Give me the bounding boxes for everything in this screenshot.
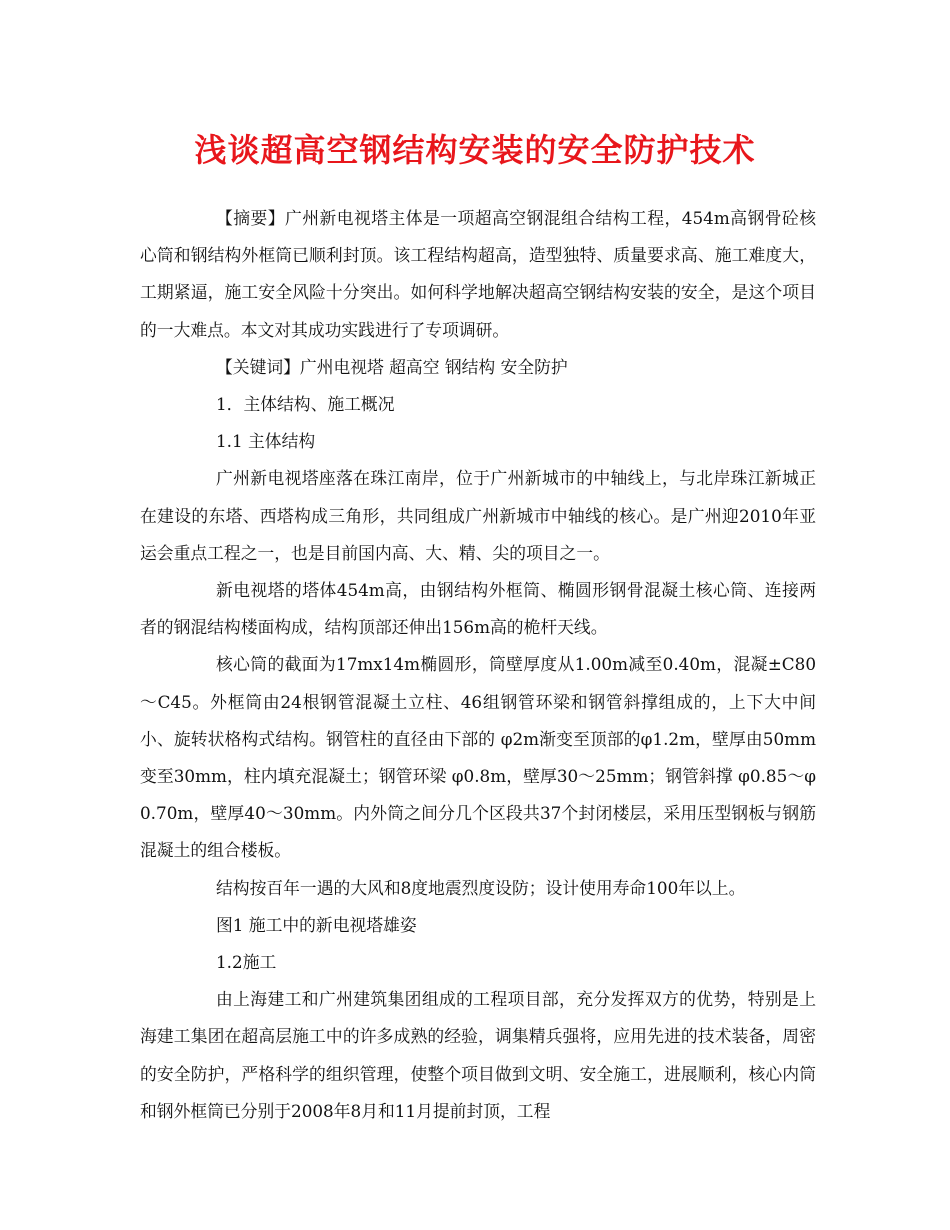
page-title: 浅谈超高空钢结构安装的安全防护技术 [194,131,756,169]
figure-caption: 图1 施工中的新电视塔雄姿 [216,914,417,935]
section-heading-1: 1．主体结构、施工概况 [216,394,395,415]
article-body [140,200,816,1130]
body-paragraph: 新电视塔的塔体454m高，由钢结构外框筒、椭圆形钢骨混凝土核心筒、连接两者的钢混结构楼面构成，结构顶部还伸出156m高的桅杆天线。 [140,580,816,638]
subsection-heading-1-1: 1.1 主体结构 [216,431,316,452]
body-paragraph: 由上海建工和广州建筑集团组成的工程项目部，充分发挥双方的优势，特别是上海建工集团在超高层施工中的许多成熟的经验，调集精兵强将，应用先进的技术装备，周密的安全防护，严格科学的组织管理，使整个项目做到文明、安全施工，进展顺利，核心内筒和钢外框筒已分别于2008年8月和11月提前封顶，工程 [140,989,816,1121]
keywords-paragraph: 【关键词】广州电视塔 超高空 钢结构 安全防护 [216,356,568,377]
body-paragraph: 核心筒的截面为17mx14m椭圆形，筒壁厚度从1.00m减至0.40m，混凝±C80～C45。外框筒由24根钢管混凝土立柱、46组钢管环梁和钢管斜撑组成的，上下大中间小、旋转状格构式结构。钢管柱的直径由下部的 φ2m渐变至顶部的φ1.2m，壁厚由50mm变至30mm，柱内填充混凝土；钢管环梁 φ0.8m，壁厚30～25mm；钢管斜撑 φ0.85～φ0.70m，壁厚40～30mm。内外筒之间分几个区段共37个封闭楼层，采用压型钢板与钢筋混凝土的组合楼板。 [140,654,816,861]
subsection-heading-1-2: 1.2施工 [216,952,277,973]
body-paragraph: 结构按百年一遇的大风和8度地震烈度设防；设计使用寿命100年以上。 [216,877,746,898]
body-paragraph: 广州新电视塔座落在珠江南岸，位于广州新城市的中轴线上，与北岸珠江新城正在建设的东塔、西塔构成三角形，共同组成广州新城市中轴线的核心。是广州迎2010年亚运会重点工程之一，也是目前国内高、大、精、尖的项目之一。 [140,468,816,563]
abstract-paragraph: 【摘要】广州新电视塔主体是一项超高空钢混组合结构工程，454m高钢骨砼核心筒和钢结构外框筒已顺利封顶。该工程结构超高，造型独特、质量要求高、施工难度大，工期紧逼，施工安全风险十分突出。如何科学地解决超高空钢结构安装的安全，是这个项目的一大难点。本文对其成功实践进行了专项调研。 [140,208,816,340]
